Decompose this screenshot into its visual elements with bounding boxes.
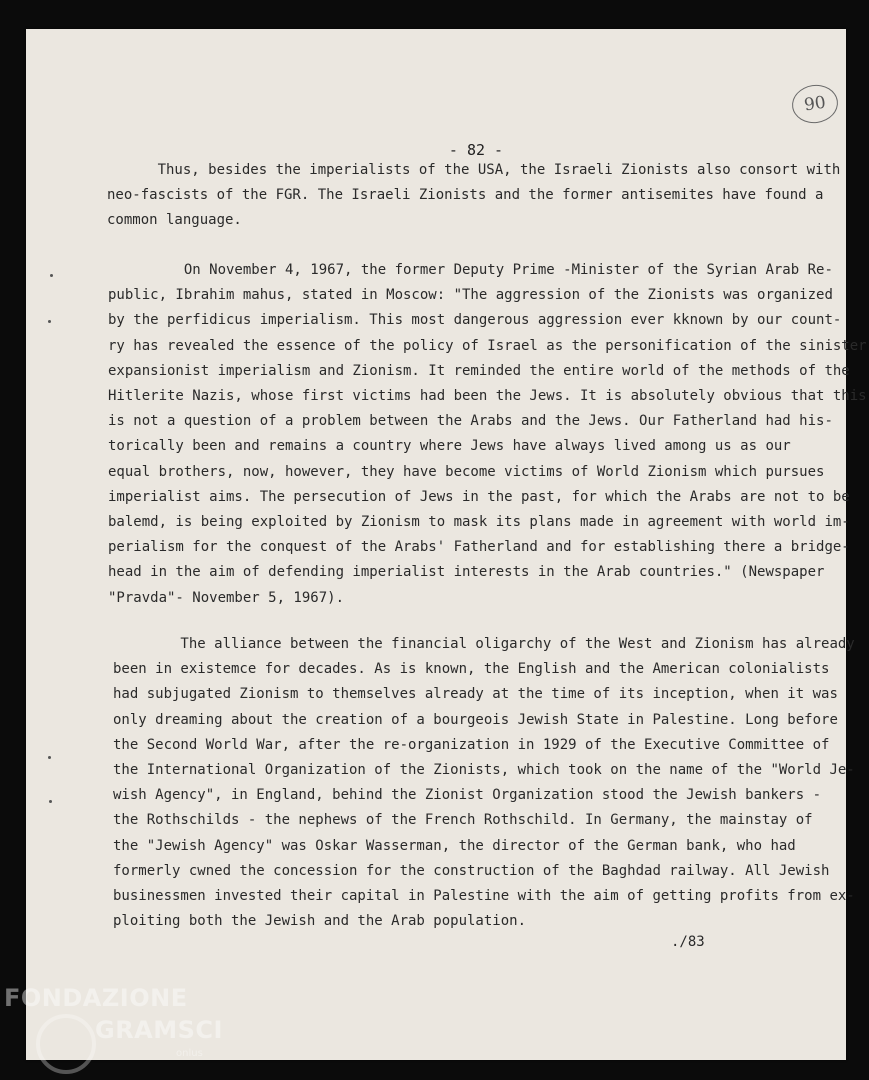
text-line: had subjugated Zionism to themselves already at the time of its inception, when it was: [113, 686, 838, 703]
text-line: perialism for the conquest of the Arabs' Fatherland and for establishing there a bridge-: [108, 539, 850, 556]
paragraph-2: [108, 258, 867, 611]
logo-ring-icon: [36, 1014, 96, 1074]
text-line: imperialist aims. The persecution of Jews in the past, for which the Arabs are not to be: [108, 488, 850, 505]
paragraph-3: [113, 632, 855, 934]
text-line: formerly cwned the concession for the construction of the Baghdad railway. All Jewish: [113, 862, 830, 879]
text-line: been in existemce for decades. As is known, the English and the American colonialists: [113, 661, 830, 678]
archive-folio-number: 90: [790, 82, 841, 126]
text-line: ploiting both the Jewish and the Arab population.: [113, 913, 527, 930]
margin-mark: [48, 320, 51, 323]
text-line: equal brothers, now, however, they have become victims of World Zionism which pursues: [108, 463, 825, 480]
text-line: businessmen invested their capital in Palestine with the aim of getting profits from ex-: [113, 888, 855, 905]
text-line: Hitlerite Nazis, whose first victims had been the Jews. It is absolutely obvious that this: [108, 388, 867, 405]
text-line: the Second World War, after the re-organization in 1929 of the Executive Committee of: [113, 736, 830, 753]
margin-mark: [49, 800, 52, 803]
text-line: wish Agency", in England, behind the Zionist Organization stood the Jewish bankers -: [113, 787, 822, 804]
fondazione-gramsci-watermark: [0, 984, 230, 1080]
text-line: Thus, besides the imperialists of the USA, the Israeli Zionists also consort with: [107, 162, 841, 178]
text-line: public, Ibrahim mahus, stated in Moscow: "The aggression of the Zionists was organized: [108, 287, 833, 304]
text-line: ry has revealed the essence of the policy of Israel as the personification of the sinister: [108, 337, 867, 354]
text-line: "Pravda"- November 5, 1967).: [108, 589, 345, 606]
text-line: the "Jewish Agency" was Oskar Wasserman, the director of the German bank, who had: [113, 837, 796, 854]
text-line: common language.: [107, 212, 242, 229]
text-line: head in the aim of defending imperialist interests in the Arab countries." (Newspaper: [108, 564, 825, 581]
text-line: The alliance between the financial oligarchy of the West and Zionism has already: [113, 636, 855, 652]
watermark-line2: GRAMSCI: [95, 1016, 223, 1044]
text-line: the International Organization of the Zionists, which took on the name of the "World Je-: [113, 762, 855, 779]
text-line: On November 4, 1967, the former Deputy Prime -Minister of the Syrian Arab Re-: [108, 262, 833, 278]
text-line: by the perfidicus imperialism. This most dangerous aggression ever kknown by our count-: [108, 312, 842, 329]
watermark-line1: FONDAZIONE: [4, 984, 188, 1012]
margin-mark: [48, 756, 51, 759]
page-number: - 82 -: [448, 141, 504, 159]
text-line: torically been and remains a country where Jews have always lived among us as our: [108, 438, 791, 455]
text-line: the Rothschilds - the nephews of the French Rothschild. In Germany, the mainstay of: [113, 812, 813, 829]
continuation-marker: ./83: [671, 934, 705, 950]
text-line: only dreaming about the creation of a bourgeois Jewish State in Palestine. Long before: [113, 711, 838, 728]
text-line: expansionist imperialism and Zionism. It reminded the entire world of the methods of the: [108, 362, 850, 379]
margin-mark: [50, 274, 53, 277]
text-line: balemd, is being exploited by Zionism to mask its plans made in agreement with world im-: [108, 514, 850, 531]
paragraph-1: [107, 158, 840, 234]
text-line: neo-fascists of the FGR. The Israeli Zionists and the former antisemites have found a: [107, 187, 824, 204]
watermark-sub: onlus: [176, 1048, 203, 1059]
text-line: is not a question of a problem between the Arabs and the Jews. Our Fatherland had his-: [108, 413, 833, 430]
